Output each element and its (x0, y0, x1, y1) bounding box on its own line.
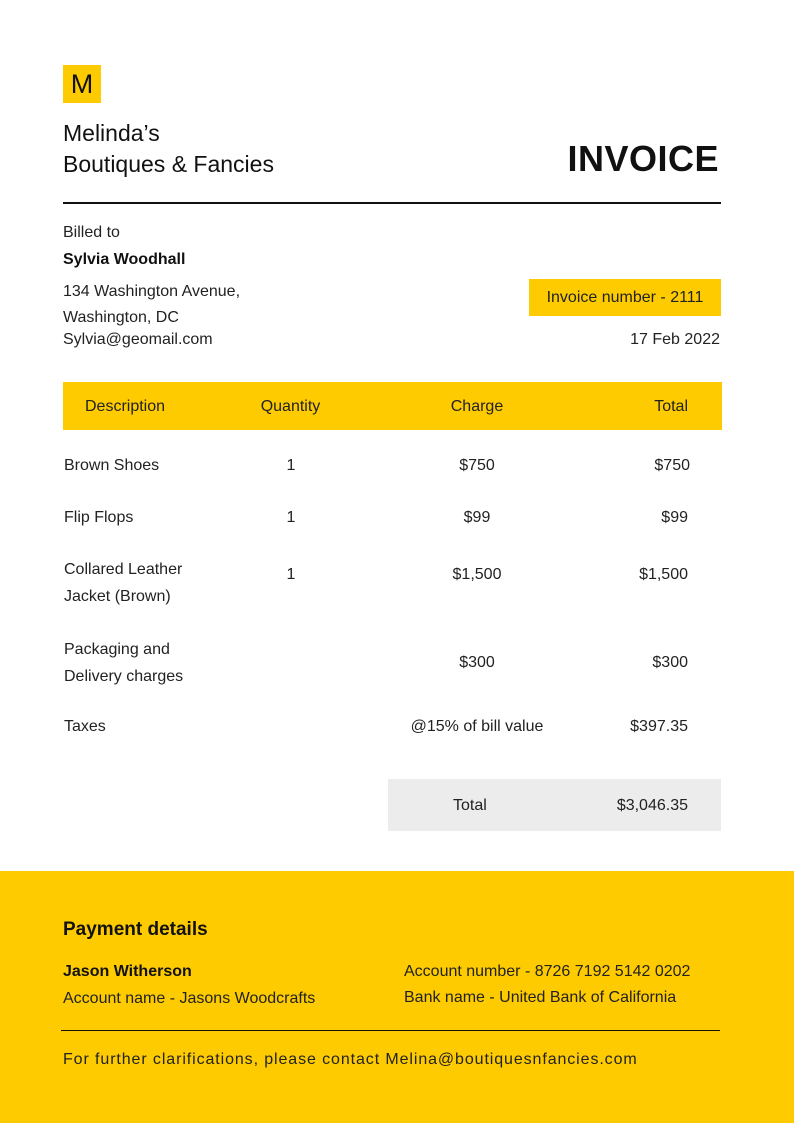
invoice-date: 17 Feb 2022 (630, 331, 720, 348)
account-name: Account name - Jasons Woodcrafts (63, 990, 316, 1007)
account-number: Account number - 8726 7192 5142 0202 (404, 963, 691, 980)
item-description-line2: Delivery charges (64, 668, 184, 685)
item-description: Brown Shoes (64, 457, 160, 474)
item-charge: $1,500 (452, 566, 502, 583)
customer-name: Sylvia Woodhall (63, 251, 186, 268)
customer-address (63, 279, 240, 331)
company-name (63, 118, 274, 180)
item-total: $1,500 (639, 566, 688, 583)
item-charge: $750 (459, 457, 495, 474)
item-charge: $300 (459, 654, 495, 671)
column-header-charge: Charge (450, 398, 504, 415)
item-description (64, 636, 234, 690)
address-line1: 134 Washington Avenue, (63, 283, 241, 300)
company-name-line1: Melinda’s (63, 120, 160, 146)
customer-email: Sylvia@geomail.com (63, 331, 213, 348)
payee-name: Jason Witherson (63, 963, 192, 980)
item-total: $300 (652, 654, 688, 671)
item-description-line1: Collared Leather (64, 561, 183, 578)
item-total: $99 (661, 509, 688, 526)
item-quantity: 1 (286, 566, 296, 583)
footer-divider (61, 1030, 720, 1031)
invoice-number-text: Invoice number - 2111 (546, 288, 704, 306)
column-header-quantity: Quantity (260, 398, 321, 415)
item-total: $750 (654, 457, 690, 474)
item-charge: $99 (463, 509, 491, 526)
payment-details-title: Payment details (63, 919, 208, 940)
grand-total-value: $3,046.35 (616, 797, 688, 814)
document-title: INVOICE (567, 138, 719, 179)
invoice-number-badge (529, 279, 721, 316)
column-header-total: Total (654, 398, 688, 415)
item-description: Taxes (64, 718, 106, 735)
item-quantity: 1 (286, 509, 296, 526)
column-header-description: Description (85, 398, 166, 415)
company-name-line2: Boutiques & Fancies (63, 151, 274, 177)
company-logo: M (63, 65, 101, 103)
contact-note: For further clarifications, please contact Melina@boutiquesnfancies.com (63, 1051, 638, 1068)
grand-total-label: Total (453, 797, 487, 814)
item-quantity: 1 (286, 457, 296, 474)
bank-name: Bank name - United Bank of California (404, 989, 677, 1006)
item-total: $397.35 (630, 718, 688, 735)
item-description: Flip Flops (64, 509, 134, 526)
item-description-line1: Packaging and (64, 641, 170, 658)
header-divider (63, 202, 721, 204)
billed-to-label: Billed to (63, 224, 120, 241)
item-charge: @15% of bill value (410, 718, 544, 735)
address-line2: Washington, DC (63, 309, 179, 326)
item-description (64, 556, 234, 610)
item-description-line2: Jacket (Brown) (64, 588, 171, 605)
